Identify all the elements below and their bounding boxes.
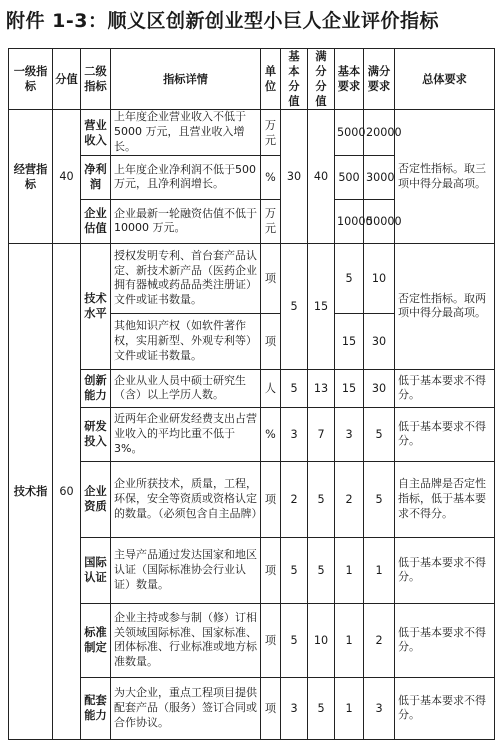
overall-cell: 低于基本要求不得分。 [395,603,495,677]
level2-cell: 企业估值 [81,199,111,243]
level2-cell: 技术水平 [81,243,111,369]
base-req-cell: 15 [335,313,364,369]
base-score-cell: 5 [281,369,308,407]
base-req-cell: 1 [335,537,364,603]
full-score-cell: 13 [308,369,335,407]
header-base-req: 基本要求 [335,49,364,110]
base-score-cell: 5 [281,603,308,677]
level1-cell: 技术指 [9,243,53,739]
base-req-cell: 1 [335,603,364,677]
base-req-cell: 1 [335,677,364,739]
unit-cell: 项 [261,603,281,677]
unit-cell: 项 [261,677,281,739]
unit-cell: 项 [261,461,281,537]
evaluation-table [8,48,495,740]
detail-cell: 上年度企业营业收入不低于5000 万元，且营业收入增长。 [111,110,261,156]
base-req-cell: 500 [335,155,364,199]
table-row [9,369,495,407]
full-req-cell: 50000 [364,199,395,243]
level2-cell: 营业收入 [81,110,111,156]
header-score: 分值 [53,49,81,110]
score-cell: 60 [53,243,81,739]
full-score-cell: 5 [308,677,335,739]
overall-cell: 否定性指标。取三项中得分最高项。 [395,110,495,244]
full-req-cell: 1 [364,537,395,603]
full-req-cell: 3 [364,677,395,739]
base-score-cell: 3 [281,407,308,461]
base-req-cell: 3 [335,407,364,461]
detail-cell: 企业所获技术，质量，工程，环保，安全等资质或资格认定的数量。（必须包含自主品牌） [111,461,261,537]
detail-cell: 企业最新一轮融资估值不低于 10000 万元。 [111,199,261,243]
full-score-cell: 7 [308,407,335,461]
base-score-cell: 3 [281,677,308,739]
table-row [9,603,495,677]
table-row [9,243,495,313]
header-level1: 一级指标 [9,49,53,110]
header-unit: 单位 [261,49,281,110]
overall-cell: 低于基本要求不得分。 [395,407,495,461]
unit-cell: 人 [261,369,281,407]
header-detail: 指标详情 [111,49,261,110]
unit-cell: 项 [261,243,281,313]
header-full-req: 满分要求 [364,49,395,110]
score-cell: 40 [53,110,81,244]
overall-cell: 否定性指标。取两项中得分最高项。 [395,243,495,369]
base-score-cell: 2 [281,461,308,537]
header-row [9,49,495,110]
detail-cell: 主导产品通过发达国家和地区认证（国际标准协会行业认证）数量。 [111,537,261,603]
level2-cell: 配套能力 [81,677,111,739]
base-score-cell: 5 [281,243,308,369]
overall-cell: 自主品牌是否定性指标，低于基本要求不得分。 [395,461,495,537]
detail-cell: 其他知识产权（如软件著作权，实用新型、外观专利等）文件或证书数量。 [111,313,261,369]
base-score-cell: 30 [281,110,308,244]
level2-cell: 创新能力 [81,369,111,407]
table-row [9,407,495,461]
base-req-cell: 15 [335,369,364,407]
overall-cell: 低于基本要求不得分。 [395,369,495,407]
full-score-cell: 15 [308,243,335,369]
base-req-cell: 2 [335,461,364,537]
detail-cell: 为大企业，重点工程项目提供配套产品（服务）签订合同或合作协议。 [111,677,261,739]
full-score-cell: 10 [308,603,335,677]
unit-cell: % [261,155,281,199]
full-req-cell: 20000 [364,110,395,156]
level2-cell: 企业资质 [81,461,111,537]
table-row [9,537,495,603]
detail-cell: 授权发明专利、首台套产品认定、新技术新产品（医药企业拥有器械或药品品类注册证）文件或证书数量。 [111,243,261,313]
unit-cell: % [261,407,281,461]
detail-cell: 企业主持或参与制（修）订相关领域国际标准、国家标准、团体标准、行业标准或地方标准数量。 [111,603,261,677]
full-req-cell: 3000 [364,155,395,199]
level2-cell: 标准制定 [81,603,111,677]
detail-cell: 上年度企业净利润不低于500 万元，且净利润增长。 [111,155,261,199]
level2-cell: 研发投入 [81,407,111,461]
base-req-cell: 10000 [335,199,364,243]
overall-cell: 低于基本要求不得分。 [395,537,495,603]
full-req-cell: 2 [364,603,395,677]
full-req-cell: 30 [364,313,395,369]
overall-cell: 低于基本要求不得分。 [395,677,495,739]
table-row [9,110,495,156]
detail-cell: 企业从业人员中硕士研究生（含）以上学历人数。 [111,369,261,407]
level2-cell: 国际认证 [81,537,111,603]
table-row [9,461,495,537]
level2-cell: 净利润 [81,155,111,199]
detail-cell: 近两年企业研发经费支出占营业收入的平均比重不低于3%。 [111,407,261,461]
full-req-cell: 5 [364,461,395,537]
full-req-cell: 10 [364,243,395,313]
base-req-cell: 5000 [335,110,364,156]
full-score-cell: 5 [308,537,335,603]
header-overall: 总体要求 [395,49,495,110]
level1-cell: 经营指标 [9,110,53,244]
unit-cell: 万元 [261,110,281,156]
full-req-cell: 30 [364,369,395,407]
header-base-score: 基本分值 [281,49,308,110]
unit-cell: 项 [261,313,281,369]
header-level2: 二级指标 [81,49,111,110]
document-title: 附件 1-3：顺义区创新创业型小巨人企业评价指标 [6,10,439,32]
base-req-cell: 5 [335,243,364,313]
unit-cell: 项 [261,537,281,603]
full-score-cell: 5 [308,461,335,537]
full-req-cell: 5 [364,407,395,461]
base-score-cell: 5 [281,537,308,603]
full-score-cell: 40 [308,110,335,244]
header-full-score: 满分分值 [308,49,335,110]
unit-cell: 万元 [261,199,281,243]
table-row [9,677,495,739]
